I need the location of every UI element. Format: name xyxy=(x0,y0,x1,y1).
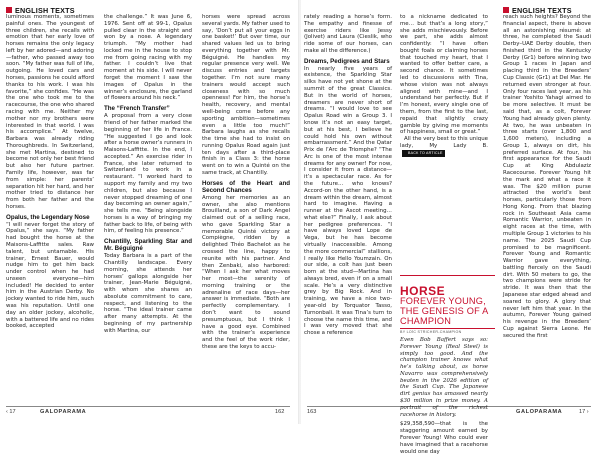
column-3 xyxy=(202,14,290,351)
paragraph: to a nickname dedicated to me… but that’s a long story,” she adds mischievously. Before we part, she adds almost confidently: “I have often bought foals or claiming horses that touched my heart, that I wanted to offer better care, a second chance. It sometimes led to discussions with Tina, whose vision was not always aligned with mine—and I understand her perfectly. But if I’m honest, every single one of them, from the first to the last, repaid that slightly crazy gamble by giving me moments of happiness, small or great.” xyxy=(400,14,488,136)
paragraph: Today Barbara is a part of the Chantilly landscape. Every morning, she attends her horses’ gallops alongside her trainer, Jean-Marie Béguigné, with whom she shares an absolute commitment to care, respect, and listening to the horse. “The ideal trainer came after many attempts. At the beginning of my partnership with Martina, our xyxy=(104,253,192,334)
footer-rule-left xyxy=(6,406,290,407)
left-page xyxy=(0,0,299,424)
horse-article-subtitle: FOREVER YOUNG, THE GENESIS OF A CHAMPION xyxy=(400,296,488,326)
paragraph: “I will never forget the story of Opalus,” she says. “My father had bought the horse at the Maisons-Laffitte sales. Raw talent, but untamable. His trainer, Ernest Bauer, would nudge him to get him back under control when he had unseen everyone—him included! He decided to enter him in the Austrian Derby. No jockey wanted to ride him, such was his reputation. Until one day an older jockey, alcoholic, with a battered life and no rides booked, accepted xyxy=(6,221,94,330)
paragraph: All the very best to this unique lady, My Lady B. BACK TO ARTICLE xyxy=(400,136,488,158)
article-body-start: $29,358,590—that is the staggering amount earned by Forever Young! Who could ever have imagined that a racehorse would one day xyxy=(400,421,488,455)
article-byline: BY LOÏC STRICHER-CHAMPION xyxy=(400,330,462,334)
horse-section-title: HORSE xyxy=(400,284,446,298)
paragraph: the challenge.” It was June 6, 1976. Sent off at 99-1, Opalus pulled clear in the straight and won by a nose. A legendary triumph. “My mother had locked me in the house to stop me from going racing with my father. I couldn’t live that moment at his side. I will never forget the moment I saw the images of Opalus in the winner’s enclosure, the garland of flowers around his neck.” xyxy=(104,14,192,102)
column-6 xyxy=(503,14,591,340)
subheading: Dreams, Pedigrees and Stars xyxy=(304,57,390,65)
paragraph: luminous moments, sometimes painful ones. The youngest of three children, she recalls with emotion that her early love of horses remains the only legacy left by her adored—and adoring—father, who passed away too soon. “My father was full of life, outgoing. He loved cars and horses, passions he could afford thanks to his work. I was his favorite,” she confides. “He was the one who took me to the racecourse, the one who shared racing with me. Neither my mother nor my brothers were interested in that world. I was his accomplice.” At twelve, Barbara was already riding Thoroughbreds. In Switzerland, she met Martina, destined to become not only her best friend but also her future partner. Family life, however, was far from simple: her parents’ separation hit her hard, and her mother tried to distance her from both her father and the horses. xyxy=(6,14,94,210)
article-intro xyxy=(400,337,488,455)
intro-text: Even Bob Baffert says so: Forever Young (Real Steel) is simply too good. And the champion trainer knows what he’s talking about, as horse Navarro was comprehensively beaten in the 2026 edition of the Saudi Cup. The Japanese dirt genius has amassed nearly $30 million in prize money. A portrait of the richest racehorse in history. xyxy=(400,337,488,418)
column-1 xyxy=(6,14,94,330)
column-5 xyxy=(400,14,488,234)
footer-magazine-name: GALOPARAMA xyxy=(40,409,87,415)
paragraph: horses were spread across several yards. My father used to say, ‘Don’t put all your eggs in one basket!’ But over time, our shared values led us to bring everything together with Mr. Béguigné. He handles my regular presence very well. We discuss entries and targets together. I’m not sure many trainers would accept such closeness with so much openness! For him, the horse’s health, recovery, and mental well-being come before any sporting ambition—sometimes even a little too much!” Barbara laughs as she recalls the time she had to insist on running Opalus Road again just ten days after a third-place finish in a Class 3: the horse went on to win a Quinté on the same track, at Chantilly. xyxy=(202,14,291,176)
paragraph: rately reading a horse’s form. The empathy and finesse of exercise riders like Jessy (Jolivet) and Laura (Cieslik, who ride some of our horses, can make all the difference.) xyxy=(304,14,392,54)
column-4 xyxy=(304,14,392,337)
red-square-icon xyxy=(503,7,509,13)
footer-next-arrow[interactable]: 17 › xyxy=(579,409,589,415)
red-square-icon xyxy=(6,7,12,13)
footer-prev-arrow[interactable]: ‹ 17 xyxy=(6,409,16,415)
back-to-article-link[interactable]: BACK TO ARTICLE xyxy=(402,150,445,158)
subheading: Horses of the Heart and Second Chances xyxy=(202,179,290,194)
footer-page-number: 162 xyxy=(275,409,285,415)
paragraph: Among her memories as an owner, she also mentions Brouilland, a son of Dark Angel claimed out of a selling race, who gave Sparkling Star a memorable Quinté victory at Compiègne, ridden by a delighted Théo Bachelot as he crossed the line, happy to reunite with his partner. And then Zenbaki, also harbored: “When I ask her what moves her most—the serenity of morning training or the adrenaline of race days—her answer is immediate. “Both are perfectly complementary. I don’t want to sound presumptuous, but I think I have a good eye. Combined with the trainer’s experience and the feel of the work rider, these are the keys to accu- xyxy=(202,194,290,350)
paragraph: A proposal from a very close friend of her father marked the beginning of her life in France. “He suggested I go and look after a horse owner’s runners in Maisons-Laffitte. In the end, I accepted.” An exercise rider in France, she later returned to Switzerland to work in a restaurant. “I worked hard to support my family and my two children, but also because I never stopped dreaming of one day becoming an owner again,” she tells me. “Being alongside horses is a way of bringing my father back to life, of being with him, of feeling his presence.” xyxy=(104,113,192,235)
subheading: The “French Transfer” xyxy=(104,105,170,113)
column-2 xyxy=(104,14,192,335)
footer-page-number: 163 xyxy=(307,409,317,415)
section-tag-label: ENGLISH TEXTS xyxy=(512,5,572,15)
footer-magazine-name: GALOPARAMA xyxy=(516,409,563,415)
horse-section-rule-mid xyxy=(400,328,495,329)
subheading: Chantilly, Sparkling Star and Mr. Béguigné xyxy=(104,238,192,253)
section-tag-label: ENGLISH TEXTS xyxy=(15,5,75,15)
subheading: Opalus, the Legendary Nose xyxy=(6,213,90,221)
paragraph: reach such heights? Beyond the financial aspect, there is above all an astonishing résumé: at three, he completed the Saudi Derby–UAE Derby double, then finished third in the Kentucky Derby (Gr1) before winning two Group 1 races in Japan and placing third in the Breeders’ Cup Classic (Gr1) at Del Mar. He returned even stronger at four. Only four races last year, as his trainer Yoshito Yahagi aimed to be more selective. It must be said that, as a colt, Forever Young had already given plenty. At two, he was unbeaten in three starts (over 1,800 and 1,600 meters), including a Group 1, always on dirt, his preferred surface. At four, his first appearance for the Saudi Cup at King Abdulaziz Racecourse. Forever Young hit the mark and what a race it was. The $20 million purse attracted the world’s best horses, particularly those from Hong Kong. From that blazing rock in Southeast Asia came Romantic Warrior, unbeaten in eight races at the time, with multiple Group 1 victories to his name. The 2025 Saudi Cup promised to be magnificent. Forever Young and Romantic Warrior gave everything, battling fiercely on the Saudi dirt. With 50 meters to go, the two champions were stride for stride. It was then that the Japanese star edged ahead and soared to glory. A glory that never left him that year. In the autumn, Forever Young gained his revenge in the Breeders’ Cup against Sierra Leone. He secured the first xyxy=(503,14,591,339)
paragraph: In nearly five years of existence, the Sparkling Star silks have not yet shone at the summit of the great Classics. But in the world of horses, dreamers are never short of dreams. “I would love to see Opalus Road win a Group 3. I know it’s not an easy target, but at his best, I believe he could hold his own without embarrassment.” And the Qatar Prix de l’Arc de Triomphe? “The Arc is one of the most intense dreams for any owner! For now, I consider it from a distance—it’s a spectacular race. As for the future… who knows? Accord-on the other hand, is a dream within the dream, almost hard to imagine. Having a runner at the Ascot meeting… what else?” Finally, I ask about her pedigree preferences. “I have always loved Lope de Vega, but he has become virtually inaccessible. Among the more commercial” stallions, I really like Hello Youmzain. On our side, a colt has just been born at the stud—Martina has always bred, even if on a small scale. He’s a very distinctive grey by Big Rock. And in training, we have a nice two-year-old by Torquator Tasso, Turnonbali. It was Tina’s turn to choose the name this time, and I was very moved that she chose a reference xyxy=(304,65,392,337)
horse-section-rule-top xyxy=(400,275,495,276)
